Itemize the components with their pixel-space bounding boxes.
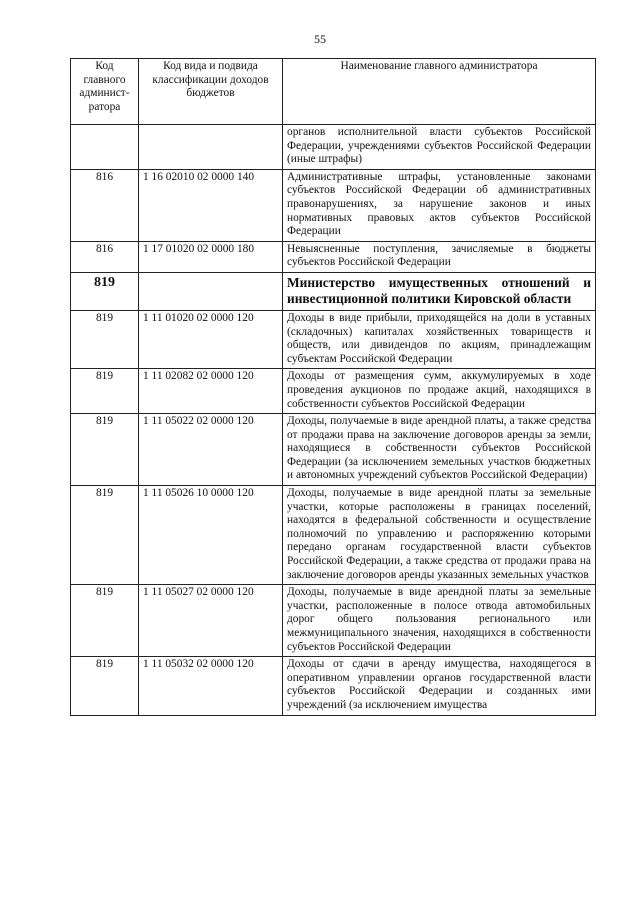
page-number: 55: [314, 32, 326, 46]
cell-admin-name: Доходы, получаемые в виде арендной платы за земельные участки, которые расположены в границах поселений, находятся в федеральной собственности и осуществление полномочий по управлению и распоряжению которыми передано органам государственной власти субъектов Российской Федерации, а также средства от продажи права на заключение договоров аренды указанных земельных участков: [283, 486, 596, 585]
cell-admin-code: 816: [71, 241, 139, 272]
cell-admin-name: Доходы от сдачи в аренду имущества, находящегося в оперативном управлении органов государственной власти субъектов Российской Федерации и созданных ими учреждений (за исключением имущества: [283, 657, 596, 715]
table-row: [71, 241, 596, 272]
cell-income-code: 1 11 05022 02 0000 120: [139, 414, 283, 486]
cell-admin-name: Доходы от размещения сумм, аккумулируемых в ходе проведения аукционов по продаже акций, находящихся в собственности субъектов Российской Федерации: [283, 369, 596, 414]
cell-income-code: 1 11 01020 02 0000 120: [139, 310, 283, 368]
cell-income-code: 1 11 05027 02 0000 120: [139, 585, 283, 657]
cell-admin-name: Доходы, получаемые в виде арендной платы, а также средства от продажи права на заключение договоров аренды за земли, находящиеся в собственности субъектов Российской Федерации (за исключением земельных участков бюджетных и автономных учреждений субъектов Российской Федерации): [283, 414, 596, 486]
header-income-code: Код вида и подвида классификации доходов бюджетов: [139, 59, 283, 125]
header-admin-code: Код главного админист-ратора: [71, 59, 139, 125]
cell-admin-name: Доходы, получаемые в виде арендной платы за земельные участки, расположенные в полосе отвода автомобильных дорог общего пользования регионального или межмуниципального значения, находящихся в собственности субъектов Российской Федерации: [283, 585, 596, 657]
cell-admin-code: [71, 125, 139, 170]
cell-admin-code: 819: [71, 657, 139, 715]
cell-admin-code: 819: [71, 369, 139, 414]
cell-admin-name: органов исполнительной власти субъектов Российской Федерации, учреждениями субъектов Российской Федерации (иные штрафы): [283, 125, 596, 170]
ministry-row: [71, 272, 596, 310]
cell-income-code: 1 11 02082 02 0000 120: [139, 369, 283, 414]
table-row: [71, 125, 596, 170]
table-body: [71, 125, 596, 716]
table-header-row: [71, 59, 596, 125]
table-row: [71, 657, 596, 715]
cell-admin-code: 819: [71, 272, 139, 310]
table-row: [71, 585, 596, 657]
cell-income-code: [139, 272, 283, 310]
income-administrators-table: [70, 58, 596, 716]
table-row: [71, 310, 596, 368]
cell-admin-code: 816: [71, 169, 139, 241]
cell-admin-name: Доходы в виде прибыли, приходящейся на доли в уставных (складочных) капиталах хозяйственных товариществ и обществ, или дивидендов по акциям, принадлежащим субъектам Российской Федерации: [283, 310, 596, 368]
cell-income-code: 1 11 05026 10 0000 120: [139, 486, 283, 585]
table-row: [71, 486, 596, 585]
table-row: [71, 169, 596, 241]
cell-admin-code: 819: [71, 486, 139, 585]
cell-income-code: [139, 125, 283, 170]
header-admin-name: Наименование главного администратора: [283, 59, 596, 125]
cell-admin-code: 819: [71, 585, 139, 657]
cell-income-code: 1 17 01020 02 0000 180: [139, 241, 283, 272]
table-row: [71, 369, 596, 414]
cell-admin-name: Административные штрафы, установленные законами субъектов Российской Федерации об административных правонарушениях, за нарушение законов и иных нормативных правовых актов субъектов Российской Федерации: [283, 169, 596, 241]
cell-income-code: 1 11 05032 02 0000 120: [139, 657, 283, 715]
cell-admin-code: 819: [71, 414, 139, 486]
cell-income-code: 1 16 02010 02 0000 140: [139, 169, 283, 241]
cell-admin-name: Министерство имущественных отношений и инвестиционной политики Кировской области: [283, 272, 596, 310]
table-row: [71, 414, 596, 486]
cell-admin-name: Невыясненные поступления, зачисляемые в бюджеты субъектов Российской Федерации: [283, 241, 596, 272]
cell-admin-code: 819: [71, 310, 139, 368]
